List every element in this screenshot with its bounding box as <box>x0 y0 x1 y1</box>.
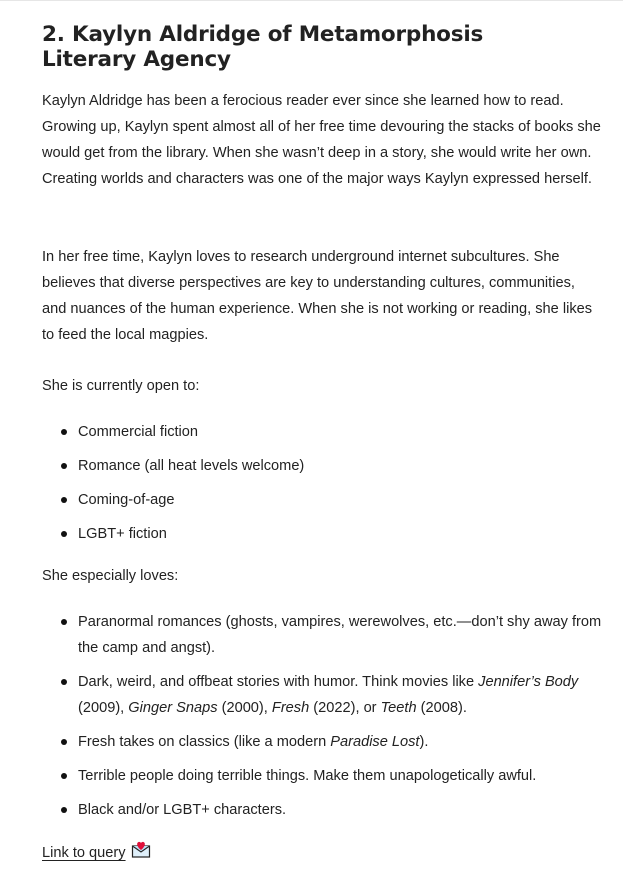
title-italic: Ginger Snaps <box>128 700 218 716</box>
list-item: Commercial fiction <box>42 419 602 445</box>
text: Terrible people doing terrible things. Make them unapologetically awful. <box>78 768 537 784</box>
list-item <box>42 669 602 721</box>
love-letter-icon <box>131 840 151 866</box>
bullet-icon <box>61 679 67 685</box>
text: Dark, weird, and offbeat stories with humor. Think movies like <box>78 674 479 690</box>
text: (2009), <box>78 700 129 716</box>
title-italic: Fresh <box>271 700 310 716</box>
loves-list <box>42 609 602 823</box>
open-to-list <box>42 419 602 547</box>
bullet-icon <box>61 497 67 503</box>
bullet-icon <box>61 739 67 745</box>
text: ). <box>419 734 429 750</box>
bullet-icon <box>61 807 67 813</box>
text: (2008). <box>416 700 467 716</box>
title-italic: Teeth <box>380 700 417 716</box>
loves-label: She especially loves: <box>42 568 179 584</box>
bullet-icon <box>61 463 67 469</box>
bullet-icon <box>61 429 67 435</box>
list-item <box>42 609 602 661</box>
bullet-icon <box>61 619 67 625</box>
link-to-query[interactable]: Link to query <box>42 845 126 861</box>
query-link-row <box>42 840 151 866</box>
text: Fresh takes on classics (like a modern <box>78 734 331 750</box>
open-to-label: She is currently open to: <box>42 378 200 394</box>
bio-paragraph-1: Kaylyn Aldridge has been a ferocious reader ever since she learned how to read. Growing up, Kaylyn spent almost all of her free time devouring the stacks of books she would get from the library. When she wasn’t deep in a story, she would write her own. Creating worlds and characters was one of the major ways Kaylyn expressed herself. <box>42 93 601 187</box>
bio-paragraph-2: In her free time, Kaylyn loves to research underground internet subcultures. She believes that diverse perspectives are key to understanding cultures, communities, and nuances of the human experience. When she is not working or reading, she likes to feed the local magpies. <box>42 249 593 343</box>
text: (2022), or <box>309 700 381 716</box>
text: Black and/or LGBT+ characters. <box>78 802 287 818</box>
section-heading: 2. Kaylyn Aldridge of Metamorphosis Literary Agency <box>42 22 484 72</box>
text: Paranormal romances (ghosts, vampires, werewolves, etc.—don’t shy away from the camp and angst). <box>78 614 602 656</box>
bullet-icon <box>61 531 67 537</box>
list-item <box>42 763 602 789</box>
list-item: LGBT+ fiction <box>42 521 602 547</box>
bullet-icon <box>61 773 67 779</box>
text: (2000), <box>217 700 272 716</box>
list-item: Romance (all heat levels welcome) <box>42 453 602 479</box>
title-italic: Jennifer’s Body <box>478 674 579 690</box>
list-item <box>42 729 602 755</box>
list-item: Coming-of-age <box>42 487 602 513</box>
title-italic: Paradise Lost <box>330 734 420 750</box>
list-item <box>42 797 602 823</box>
